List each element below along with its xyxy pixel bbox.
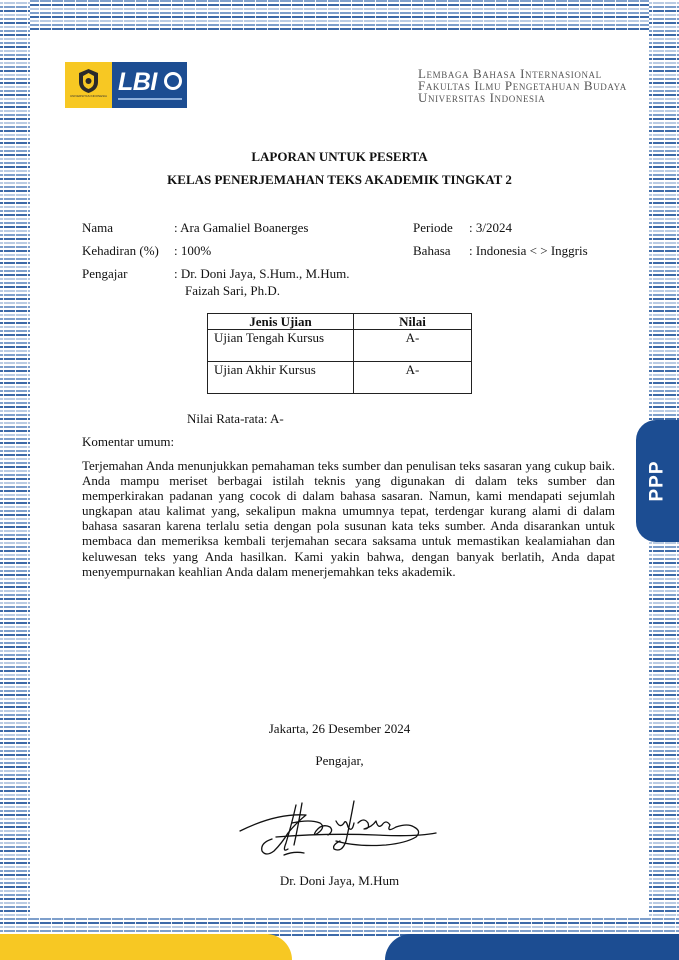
teacher-value-2: Faizah Sari, Ph.D.	[185, 283, 280, 298]
comments-text: Terjemahan Anda menunjukkan pemahaman teks sumber dan penulisan teks sasaran yang cukup baik. Anda mampu meriset berbagai istilah teknis yang digunakan di dalam teks sumber dan memperkirakan padanan yang cocok di dalam bahasa sasaran. Namun, kami mendapati sejumlah ungkapan atau kalimat yang, sekalipun makna umumnya tepat, terdengar kurang alami di dalam bahasa sasaran karena terlalu setia dengan pola susunan kata teks sumber. Anda disarankan untuk membaca dan memeriksa kembali terjemahan secara saksama untuk memastikan kealamiahan dan keluwesan teks yang Anda hasilkan. Kami yakin bahwa, dengan banyak berlatih, Anda dapat menyempurnakan keahlian Anda dalam menerjemahkan teks akademik.	[82, 458, 615, 579]
lbi-logo	[112, 62, 187, 108]
signer-name: Dr. Doni Jaya, M.Hum	[279, 873, 400, 888]
institution-name	[418, 68, 628, 104]
exam-name: Ujian Tengah Kursus	[208, 330, 354, 362]
scores-table	[207, 313, 472, 394]
lbi-logo-text: LBI	[118, 68, 157, 96]
handwritten-signature	[236, 793, 441, 863]
footer-band-blue	[385, 934, 679, 960]
university-emblem-icon	[77, 68, 100, 94]
institution-line-3: Universitas Indonesia	[418, 90, 546, 105]
university-logo	[65, 62, 112, 108]
comments-label: Komentar umum:	[82, 434, 175, 449]
decorative-border-left	[0, 0, 30, 936]
grade-header: Nilai	[354, 314, 472, 330]
teacher-value-1: : Dr. Doni Jaya, S.Hum., M.Hum.	[174, 266, 350, 281]
language-value: : Indonesia < > Inggris	[469, 243, 588, 258]
decorative-border-top	[0, 0, 679, 30]
average-grade: Nilai Rata-rata: A-	[187, 411, 284, 426]
exam-name: Ujian Akhir Kursus	[208, 362, 354, 394]
name-value: : Ara Gamaliel Boanerges	[174, 220, 309, 235]
attendance-value: : 100%	[174, 243, 212, 258]
name-label: Nama	[82, 220, 114, 235]
exam-grade: A-	[354, 362, 472, 394]
attendance-label: Kehadiran (%)	[82, 243, 159, 258]
place-date: Jakarta, 26 Desember 2024	[268, 721, 411, 736]
exam-type-header: Jenis Ujian	[208, 314, 354, 330]
period-label: Periode	[413, 220, 453, 235]
table-row	[208, 362, 472, 394]
lbi-logo-underline	[118, 98, 182, 100]
footer-band-yellow	[0, 934, 292, 960]
globe-icon	[164, 72, 182, 90]
period-value: : 3/2024	[469, 220, 512, 235]
scores-header-row	[208, 314, 472, 330]
university-logo-caption: UNIVERSITAS INDONESIA	[69, 94, 108, 98]
decorative-border-bottom	[0, 916, 679, 936]
report-subtitle: KELAS PENERJEMAHAN TEKS AKADEMIK TINGKAT 2	[167, 172, 512, 187]
side-tab-label: PPP	[646, 460, 668, 502]
side-tab	[636, 420, 679, 542]
exam-grade: A-	[354, 330, 472, 362]
language-label: Bahasa	[413, 243, 451, 258]
report-title: LAPORAN UNTUK PESERTA	[251, 149, 428, 164]
signer-role: Pengajar,	[315, 753, 364, 768]
table-row	[208, 330, 472, 362]
institution-line-1: Lembaga Bahasa Internasional	[418, 66, 602, 81]
institution-line-2: Fakultas Ilmu Pengetahuan Budaya	[418, 78, 627, 93]
teacher-label: Pengajar	[82, 266, 128, 281]
